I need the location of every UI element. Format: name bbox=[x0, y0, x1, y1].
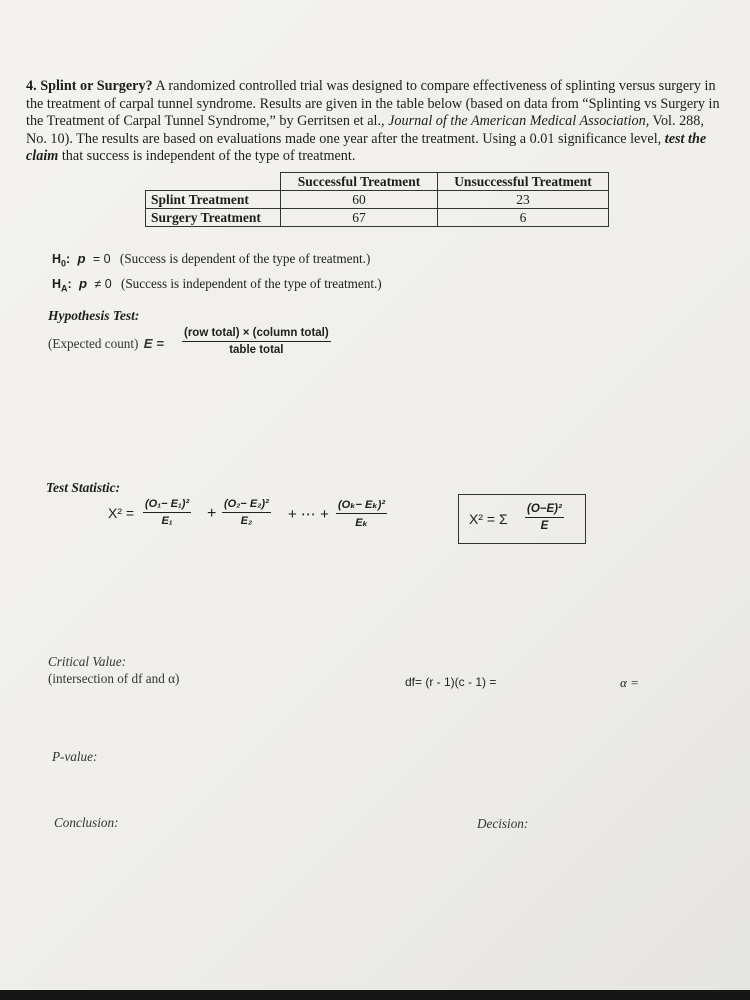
term-k-fraction: $\frac{\text{(Oₖ− Eₖ)²}}{\text{Eₖ}}$ bbox=[338, 499, 386, 529]
ellipsis-plus: + ⋯ + bbox=[288, 506, 329, 523]
chi-square-formula-box bbox=[458, 494, 586, 544]
term-2-fraction: $\frac{\text{(O₂− E₂)²}}{\text{E₂}}$ bbox=[224, 498, 269, 527]
h0-label: $H_0$: bbox=[52, 252, 71, 269]
problem-text-2: Vol. 288, No. 10). The results are based on evaluations made one year after the treatment. Using a 0.01 significance level, bbox=[26, 113, 704, 147]
critical-value-title: Critical Value: bbox=[48, 654, 127, 669]
p-value-title: P-value: bbox=[52, 749, 98, 764]
decision-title: Decision: bbox=[477, 816, 529, 831]
null-hypothesis bbox=[52, 251, 370, 269]
degrees-of-freedom: df= (r - 1)(c - 1) = bbox=[405, 675, 497, 689]
chi-square-lhs: X² = bbox=[108, 505, 135, 521]
ha-parameter: p bbox=[79, 276, 88, 291]
ha-text: (Success is independent of the type of treatment.) bbox=[120, 276, 382, 291]
cell-surgery-successful: 67 bbox=[281, 209, 438, 227]
cell-surgery-unsuccessful: 6 bbox=[438, 209, 609, 227]
test-statistic-title: Test Statistic: bbox=[46, 480, 121, 495]
alternative-hypothesis bbox=[52, 276, 382, 294]
h0-relation: = 0 bbox=[92, 252, 111, 266]
column-header-unsuccessful: Unsuccessful Treatment bbox=[438, 173, 609, 191]
problem-number: 4. bbox=[26, 78, 37, 94]
journal-name: Journal of the American Medical Association, bbox=[388, 113, 650, 130]
problem-text-3: that success is independent of the type of treatment. bbox=[58, 148, 356, 165]
conclusion-title: Conclusion: bbox=[54, 815, 119, 830]
box-fraction: $\frac{\text{(O−E)²}}{E}$ bbox=[527, 503, 562, 532]
problem-statement bbox=[26, 78, 726, 166]
table-header-row bbox=[146, 173, 609, 191]
contingency-table bbox=[145, 172, 609, 227]
table-row bbox=[146, 191, 609, 209]
cell-splint-unsuccessful: 23 bbox=[438, 191, 609, 209]
claim-phrase: test the claim bbox=[26, 130, 707, 165]
h0-text: (Success is dependent of the type of treatment.) bbox=[119, 251, 371, 266]
ha-relation: ≠ 0 bbox=[94, 277, 112, 291]
problem-text-1: A randomized controlled trial was designed to compare effectiveness of splinting versus surgery in the treatment of carpal tunnel syndrome. Results are given in the table below (based on data from “Splinting vs Surgery in the Treatment of Carpal Tunnel Syndrome,” by Gerritsen et al., bbox=[26, 78, 720, 130]
table-row bbox=[146, 209, 609, 227]
expected-count-fraction bbox=[182, 327, 331, 356]
expected-count-label: (Expected count) E = bbox=[48, 336, 164, 351]
cell-splint-successful: 60 bbox=[281, 191, 438, 209]
background-edge bbox=[0, 990, 750, 1000]
expected-denominator: table total bbox=[229, 344, 284, 356]
problem-title: Splint or Surgery? bbox=[40, 78, 153, 94]
hypothesis-test-title: Hypothesis Test: bbox=[48, 308, 140, 323]
box-lhs: X² = Σ bbox=[469, 511, 508, 527]
row-label-splint: Splint Treatment bbox=[146, 191, 281, 209]
term-1-fraction: $\frac{\text{(O₁− E₁)²}}{\text{E₁}}$ bbox=[145, 498, 190, 527]
table-corner bbox=[146, 173, 281, 191]
critical-value-subtitle: (intersection of df and α) bbox=[48, 671, 180, 686]
alpha-label: α = bbox=[620, 675, 639, 690]
expected-numerator: (row total) × (column total) bbox=[182, 327, 331, 342]
ha-label: $H_A$: bbox=[52, 277, 72, 294]
row-label-surgery: Surgery Treatment bbox=[146, 209, 281, 227]
column-header-successful: Successful Treatment bbox=[281, 173, 438, 191]
plus-sign: + bbox=[207, 505, 217, 522]
h0-parameter: p bbox=[77, 251, 86, 266]
